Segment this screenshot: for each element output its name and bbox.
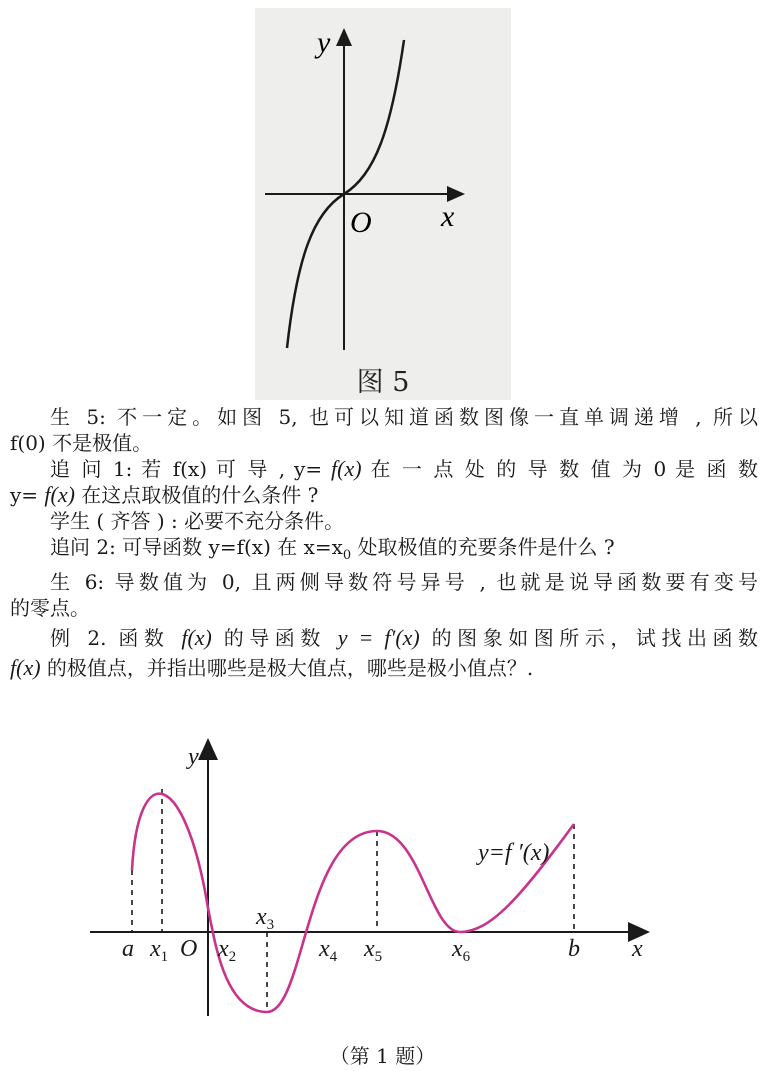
text-line: 生 6: 导数值为 0, 且两侧导数符号异号 , 也就是说导函数要有变号	[50, 570, 758, 594]
text-span: 追 问 1: 若 f(x) 可 导 , y=	[50, 457, 332, 481]
math-fx: f(x)	[44, 482, 75, 507]
paragraph-student5-cont	[10, 430, 758, 456]
body-text	[10, 404, 758, 683]
math-fx: f(x)	[10, 655, 41, 680]
paragraph-question2	[10, 534, 758, 569]
tick-x5: $x_5$	[364, 936, 383, 965]
tick-x3: $x_3$	[256, 904, 275, 933]
tick-x1: $x_1$	[150, 936, 169, 965]
fig1-guides	[132, 789, 574, 1012]
text-line: 的零点。	[10, 596, 90, 620]
paragraph-example2-cont	[10, 653, 758, 683]
text-span: 的图象如图所示，试找出函数	[419, 626, 758, 650]
math-fx: f(x)	[181, 625, 212, 650]
tick-a: a	[122, 936, 134, 962]
paragraph-example2	[10, 623, 758, 653]
fig5-origin-label: O	[350, 206, 372, 239]
subscript: 0	[342, 548, 352, 563]
text-span: 在这点取极值的什么条件 ?	[74, 483, 319, 507]
tick-x6: $x_6$	[452, 936, 471, 965]
paragraph-question1-cont	[10, 482, 758, 508]
text-span: 例 2. 函数	[50, 626, 182, 650]
paragraph-student6-cont	[10, 595, 758, 621]
figure-1-graph	[80, 738, 660, 1028]
text-span: 的极值点，并指出哪些是极大值点，哪些是极小值点？.	[40, 656, 534, 680]
figure-5	[255, 8, 511, 400]
text-span: 处取极值的充要条件是什么 ?	[351, 535, 615, 559]
text-span: y=	[10, 483, 45, 507]
text-line: 生 5: 不一定。如图 5, 也可以知道函数图像一直单调递增 , 所以	[50, 405, 758, 429]
math-fprime: y = f′(x)	[337, 625, 420, 650]
fig1-curve-label: y=f ′(x)	[478, 840, 550, 866]
paragraph-student5	[10, 404, 758, 430]
text-span: 追问 2: 可导函数 y=f(x) 在 x=x	[50, 535, 343, 559]
math-fx: f(x)	[331, 456, 362, 481]
figure-1-caption: （第 1 题）	[329, 1044, 436, 1068]
tick-origin: O	[180, 936, 198, 962]
tick-b: b	[568, 936, 580, 962]
tick-x4: $x_4$	[319, 936, 338, 965]
fig1-x-label: x	[632, 936, 643, 962]
paragraph-students-answer	[10, 508, 758, 534]
text-span: 在 一 点 处 的 导 数 值 为 0 是 函 数	[361, 457, 758, 481]
paragraph-question1	[10, 456, 758, 482]
figure-5-graph	[255, 8, 511, 353]
text-line: f(0) 不是极值。	[10, 431, 153, 455]
tick-x2: $x_2$	[218, 936, 237, 965]
text-span: 的导函数	[211, 626, 338, 650]
fig1-y-label: y	[188, 744, 199, 770]
figure-5-caption: 图 5	[356, 367, 410, 398]
fig5-x-label: x	[441, 200, 455, 233]
fig1-curve	[132, 794, 574, 1012]
text-line: 学生 ( 齐答 ) : 必要不充分条件。	[50, 509, 345, 533]
paragraph-student6	[10, 569, 758, 595]
fig5-y-label: y	[317, 26, 331, 59]
